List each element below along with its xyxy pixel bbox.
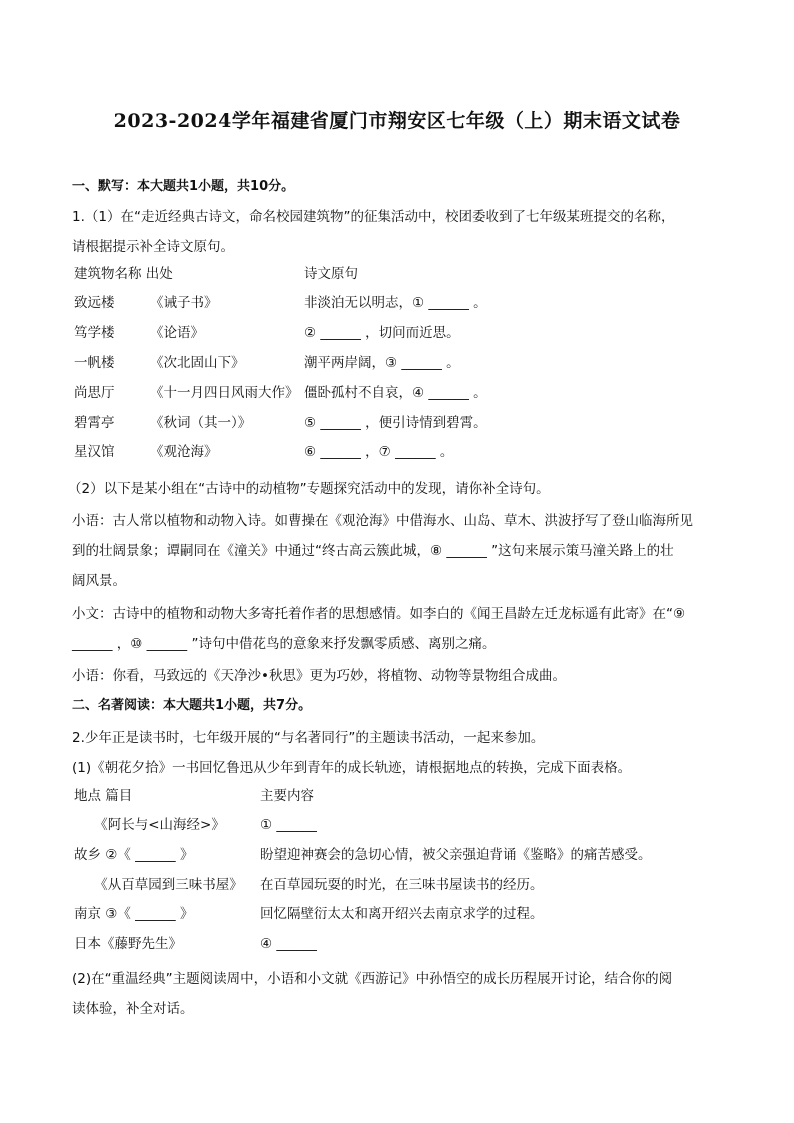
building-poem-line: 非淡泊无以明志，① ______ 。: [304, 295, 487, 311]
building-name: 笃学楼: [74, 325, 115, 341]
building-name: 尚思厅: [74, 385, 115, 401]
q2-intro: 2.少年正是读书时，七年级开展的“与名著同行”的主题读书活动，一起来参加。: [72, 730, 545, 746]
q2-part1-prompt: (1)《朝花夕拾》一书回忆鲁迅从少年到青年的成长轨迹，请根据地点的转换，完成下面表格。: [72, 760, 632, 776]
building-poem-line: 潮平两岸阔，③ ______ 。: [304, 355, 460, 371]
building-source: 《十一月四日风雨大作》: [150, 385, 299, 401]
q2-table-header-content: 主要内容: [260, 788, 314, 804]
q1-table-header-original: 诗文原句: [304, 266, 358, 282]
section-heading-2: 二、名著阅读：本大题共1小题，共7分。: [72, 698, 312, 713]
page-title: 2023-2024学年福建省厦门市翔安区七年级（上）期末语文试卷: [113, 110, 681, 132]
essay-content: 回忆隔壁衍太太和离开绍兴去南京求学的过程。: [260, 906, 544, 922]
q1-paragraph-a-line1: 小语：古人常以植物和动物入诗。如曹操在《观沧海》中借海水、山岛、草木、洪波抒写了登山临海所见: [72, 513, 693, 529]
building-name: 一帆楼: [74, 355, 115, 371]
q1-paragraph-b-line2: ______ ，⑩ ______ ”诗句中借花鸟的意象来抒发飘零质感、离别之痛。: [72, 636, 496, 652]
q1-intro-line2: 请根据提示补全诗文原句。: [72, 239, 234, 255]
building-poem-line: ⑤ ______ ，便引诗情到碧霄。: [304, 415, 487, 431]
q1-paragraph-c-line1: 小语：你看，马致远的《天净沙•秋思》更为巧妙，将植物、动物等景物组合成曲。: [72, 668, 566, 684]
building-source: 《诫子书》: [150, 295, 218, 311]
building-name: 致远楼: [74, 295, 115, 311]
building-source: 《次北固山下》: [150, 355, 245, 371]
q2-table-header-place: 地点 篇目: [74, 788, 133, 804]
q1-paragraph-b-line1: 小文：古诗中的植物和动物大多寄托着作者的思想感情。如李白的《闻王昌龄左迁龙标遥有此寄》在“⑨: [72, 606, 686, 622]
essay-content: 盼望迎神赛会的急切心情，被父亲强迫背诵《鉴略》的痛苦感受。: [260, 847, 652, 863]
building-name: 星汉馆: [74, 444, 115, 460]
building-source: 《观沧海》: [150, 444, 218, 460]
building-poem-line: ⑥ ______ ，⑦ ______ 。: [304, 444, 454, 460]
q1-part2-prompt: （2）以下是某小组在“古诗中的动植物”专题探究活动中的发现，请你补全诗句。: [68, 481, 550, 497]
q2-part2-line2: 读体验，补全对话。: [72, 1001, 194, 1017]
essay-content: ④ ______: [260, 936, 317, 952]
building-name: 碧霄亭: [74, 415, 115, 431]
building-source: 《秋词（其一）》: [150, 415, 252, 431]
place-essay: 故乡 ②《 ______ 》: [74, 847, 194, 863]
building-poem-line: ② ______ ，切问而近思。: [304, 325, 460, 341]
q2-part2-line1: (2)在“重温经典”主题阅读周中，小语和小文就《西游记》中孙悟空的成长历程展开讨论，结合你的阅: [72, 971, 673, 987]
essay-content: 在百草园玩耍的时光，在三味书屋读书的经历。: [260, 877, 544, 893]
q1-paragraph-a-line2: 到的壮阔景象；谭嗣同在《潼关》中通过“终古高云簇此城，⑧ ______ ”这句来展示策马潼关路上的壮: [72, 543, 674, 559]
section-heading-1: 一、默写：本大题共1小题，共10分。: [72, 179, 295, 194]
place-essay: 日本《藤野先生》: [74, 936, 182, 952]
q1-table-header-name-source: 建筑物名称 出处: [74, 266, 173, 282]
essay-content: ① ______: [260, 817, 317, 833]
place-essay: 南京 ③《 ______ 》: [74, 906, 194, 922]
building-source: 《论语》: [150, 325, 204, 341]
place-essay: 《阿长与<山海经>》: [74, 817, 225, 833]
building-poem-line: 僵卧孤村不自哀，④ ______ 。: [304, 385, 487, 401]
q1-paragraph-a-line3: 阔风景。: [72, 573, 126, 589]
place-essay: 《从百草园到三味书屋》: [74, 877, 243, 893]
q1-intro-line1: 1.（1）在“走近经典古诗文，命名校园建筑物”的征集活动中，校团委收到了七年级某班提交的名称，: [72, 209, 675, 225]
